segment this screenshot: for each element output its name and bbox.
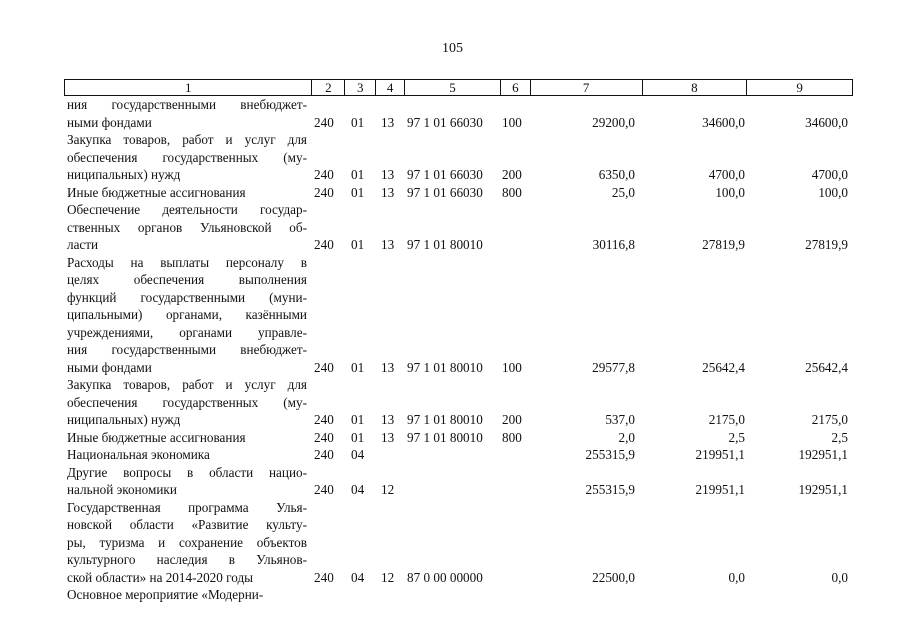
cell-col-2: 240 — [314, 412, 334, 427]
cell-col-5: 97 1 01 66030 — [407, 167, 483, 182]
cell-col-4: 13 — [381, 237, 395, 252]
row-description — [67, 499, 307, 587]
cell-col-4: 13 — [381, 184, 395, 200]
header-col-2: 2 — [312, 80, 345, 95]
cell-col-9: 0,0 — [831, 569, 848, 585]
cell-col-7: 6350,0 — [598, 167, 635, 182]
row-description — [67, 429, 307, 447]
description-line: Расходы на выплаты персоналу в — [67, 254, 307, 270]
description-line: ния государственными внебюджет- — [67, 342, 307, 357]
cell-col-3: 01 — [351, 237, 365, 252]
cell-col-6: 800 — [502, 429, 522, 445]
table-row — [0, 429, 905, 447]
cell-col-7: 22500,0 — [592, 569, 635, 585]
table-row — [0, 499, 905, 587]
table-row — [0, 464, 905, 499]
description-line: обеспечения государственных (му- — [67, 394, 307, 410]
cell-col-6: 800 — [502, 184, 522, 200]
description-line: Государственная программа Улья- — [67, 499, 307, 515]
description-line: Другие вопросы в области нацио- — [67, 464, 307, 480]
table-row — [0, 254, 905, 377]
cell-col-2: 240 — [314, 429, 334, 445]
header-col-1: 1 — [65, 80, 312, 95]
cell-col-6: 100 — [502, 114, 522, 130]
cell-col-2: 240 — [314, 359, 334, 375]
cell-col-7: 2,0 — [618, 429, 635, 445]
cell-col-3: 04 — [351, 569, 365, 585]
cell-col-2: 240 — [314, 237, 334, 252]
cell-col-8: 100,0 — [715, 184, 745, 200]
cell-col-4: 13 — [381, 412, 395, 427]
description-line: ской области» на 2014-2020 годы — [67, 569, 254, 585]
description-line: Национальная экономика — [67, 447, 210, 462]
cell-col-5: 97 1 01 80010 — [407, 237, 483, 252]
description-line: новской области «Развитие культу- — [67, 517, 307, 532]
cell-col-8: 34600,0 — [702, 114, 745, 130]
page-number: 105 — [442, 41, 463, 56]
cell-col-4: 13 — [381, 114, 395, 130]
cell-col-2: 240 — [314, 167, 334, 182]
cell-col-2: 240 — [314, 447, 334, 462]
description-line: ниципальных) нужд — [67, 167, 181, 182]
row-description — [67, 131, 307, 184]
row-description — [67, 201, 307, 254]
cell-col-9: 2175,0 — [811, 412, 848, 427]
cell-col-3: 04 — [351, 482, 365, 497]
cell-col-8: 25642,4 — [702, 359, 745, 375]
table-row — [0, 586, 905, 604]
cell-col-9: 192951,1 — [798, 447, 848, 462]
cell-col-3: 01 — [351, 359, 365, 375]
description-line: ственных органов Ульяновской об- — [67, 219, 307, 235]
cell-col-5: 97 1 01 80010 — [407, 359, 483, 375]
cell-col-2: 240 — [314, 482, 334, 497]
description-line: Основное мероприятие «Модерни- — [67, 587, 264, 602]
cell-col-2: 240 — [314, 114, 334, 130]
cell-col-9: 27819,9 — [805, 237, 848, 252]
cell-col-8: 2175,0 — [708, 412, 745, 427]
cell-col-6: 100 — [502, 359, 522, 375]
header-col-9: 9 — [796, 80, 803, 95]
header-col-7: 7 — [531, 80, 643, 95]
cell-col-7: 255315,9 — [585, 447, 635, 462]
cell-col-8: 4700,0 — [708, 167, 745, 182]
cell-col-8: 219951,1 — [695, 482, 745, 497]
description-line: нальной экономики — [67, 482, 177, 497]
description-line: Иные бюджетные ассигнования — [67, 184, 246, 200]
cell-col-3: 01 — [351, 412, 365, 427]
header-col-4: 4 — [376, 80, 405, 95]
description-line: Закупка товаров, работ и услуг для — [67, 377, 307, 392]
cell-col-7: 255315,9 — [585, 482, 635, 497]
cell-col-7: 30116,8 — [592, 237, 635, 252]
row-description — [67, 184, 307, 202]
cell-col-9: 100,0 — [818, 184, 848, 200]
table-row — [0, 446, 905, 464]
cell-col-8: 27819,9 — [702, 237, 745, 252]
cell-col-4: 12 — [381, 482, 395, 497]
description-line: ниципальных) нужд — [67, 412, 181, 427]
cell-col-9: 2,5 — [831, 429, 848, 445]
description-line: Обеспечение деятельности государ- — [67, 202, 307, 217]
table-row — [0, 96, 905, 131]
description-line: ципальными) органами, казёнными — [67, 307, 307, 322]
description-line: ными фондами — [67, 114, 152, 130]
cell-col-8: 0,0 — [728, 569, 745, 585]
description-line: целях обеспечения выполнения — [67, 272, 307, 287]
header-col-5: 5 — [405, 80, 501, 95]
cell-col-5: 97 1 01 66030 — [407, 184, 483, 200]
cell-col-8: 219951,1 — [695, 447, 745, 462]
table-row — [0, 131, 905, 184]
cell-col-5: 87 0 00 00000 — [407, 569, 483, 585]
description-line: ными фондами — [67, 359, 152, 375]
cell-col-6: 200 — [502, 167, 522, 182]
cell-col-7: 25,0 — [611, 184, 635, 200]
header-col-6: 6 — [501, 80, 531, 95]
cell-col-3: 01 — [351, 114, 365, 130]
table-header — [64, 79, 853, 96]
cell-col-7: 29577,8 — [592, 359, 635, 375]
description-line: ры, туризма и сохранение объектов — [67, 534, 307, 550]
row-description — [67, 96, 307, 131]
table-row — [0, 201, 905, 254]
cell-col-8: 2,5 — [728, 429, 745, 445]
cell-col-3: 01 — [351, 184, 365, 200]
cell-col-6: 200 — [502, 412, 522, 427]
description-line: учреждениями, органами управле- — [67, 324, 307, 340]
cell-col-4: 13 — [381, 359, 395, 375]
cell-col-4: 12 — [381, 569, 395, 585]
description-line: ния государственными внебюджет- — [67, 97, 307, 112]
description-line: функций государственными (муни- — [67, 289, 307, 305]
row-description — [67, 376, 307, 429]
row-description — [67, 586, 307, 604]
row-description — [67, 446, 307, 464]
description-line: ласти — [67, 237, 99, 252]
cell-col-9: 34600,0 — [805, 114, 848, 130]
cell-col-3: 01 — [351, 167, 365, 182]
cell-col-3: 01 — [351, 429, 365, 445]
description-line: Закупка товаров, работ и услуг для — [67, 132, 307, 147]
description-line: Иные бюджетные ассигнования — [67, 429, 246, 445]
cell-col-4: 13 — [381, 167, 395, 182]
row-description — [67, 254, 307, 377]
cell-col-7: 29200,0 — [592, 114, 635, 130]
cell-col-5: 97 1 01 80010 — [407, 429, 483, 445]
cell-col-9: 192951,1 — [798, 482, 848, 497]
cell-col-5: 97 1 01 80010 — [407, 412, 483, 427]
table-row — [0, 184, 905, 202]
cell-col-9: 4700,0 — [811, 167, 848, 182]
row-description — [67, 464, 307, 499]
cell-col-9: 25642,4 — [805, 359, 848, 375]
table-row — [0, 376, 905, 429]
header-col-8: 8 — [643, 80, 748, 95]
cell-col-5: 97 1 01 66030 — [407, 114, 483, 130]
cell-col-2: 240 — [314, 569, 334, 585]
cell-col-2: 240 — [314, 184, 334, 200]
description-line: культурного наследия в Ульянов- — [67, 552, 307, 567]
table-body — [0, 96, 905, 604]
header-col-3: 3 — [345, 80, 376, 95]
cell-col-3: 04 — [351, 447, 365, 462]
description-line: обеспечения государственных (му- — [67, 149, 307, 165]
cell-col-7: 537,0 — [605, 412, 635, 427]
cell-col-4: 13 — [381, 429, 395, 445]
